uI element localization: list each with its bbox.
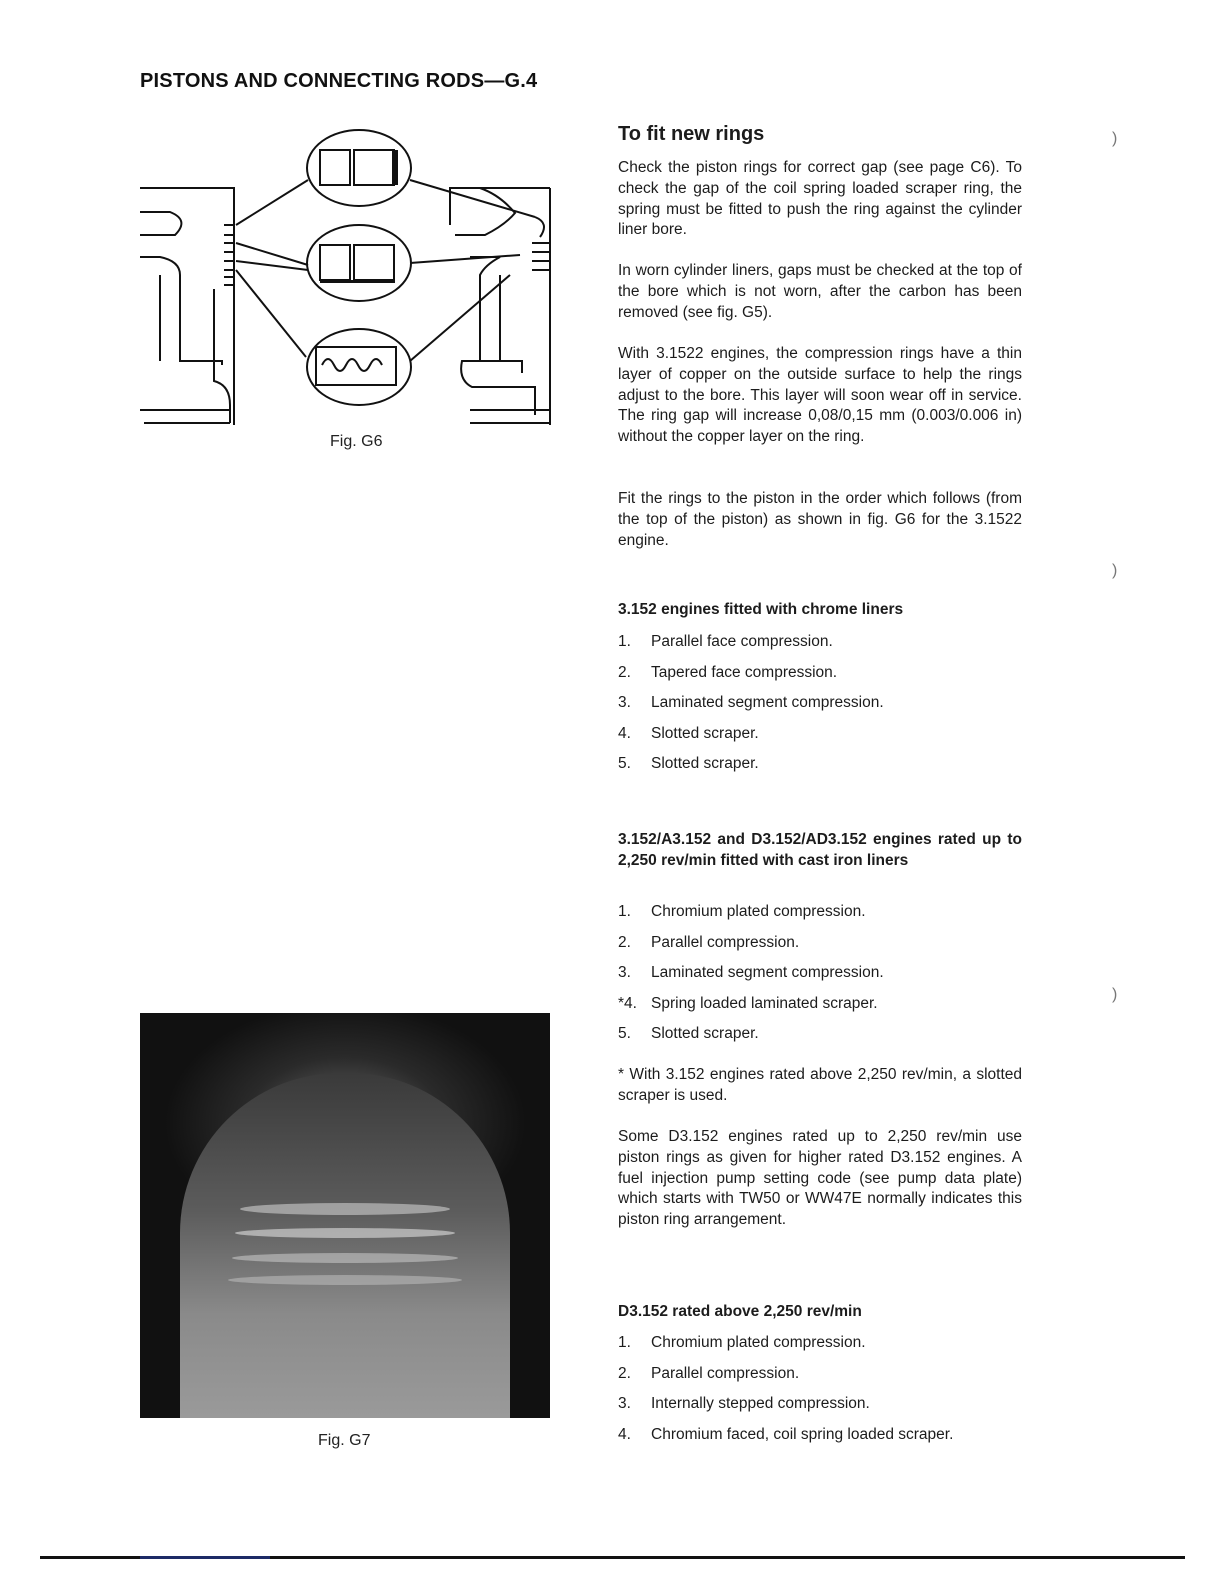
- list-item: 4. Slotted scraper.: [618, 724, 759, 742]
- list-item: 5. Slotted scraper.: [618, 1025, 759, 1042]
- ring-list: [618, 1333, 1022, 1455]
- ring-band: [240, 1203, 450, 1215]
- ring-list: [618, 902, 1022, 1055]
- piston-ring-diagram: [140, 125, 560, 430]
- paragraph: Check the piston rings for correct gap (see page C6). To check the gap of the coil spring loaded scraper ring, the spring must be fitted to push the ring against the cylinder liner bore.: [618, 159, 1022, 239]
- list-item: 3. Laminated segment compression.: [618, 964, 884, 981]
- paragraph: With 3.1522 engines, the compression rings have a thin layer of copper on the outside surface to help the rings adjust to the bore. This layer will soon wear off in service. The ring gap will increase 0,08/0,15 mm (0.003/0.006 in) without the copper layer on the ring.: [618, 345, 1022, 446]
- paragraph: In worn cylinder liners, gaps must be checked at the top of the bore which is not worn, after the carbon has been removed (see fig. G5).: [618, 262, 1022, 321]
- subheading: 3.152 engines fitted with chrome liners: [618, 601, 904, 618]
- piston-photo: [140, 1013, 550, 1418]
- list-item: 1. Chromium plated compression.: [618, 903, 866, 920]
- piston-body: [180, 1073, 510, 1418]
- ring-band: [232, 1253, 458, 1263]
- subheading: 3.152/A3.152 and D3.152/AD3.152 engines rated up to 2,250 rev/min fitted with cast iron liners: [618, 831, 1022, 869]
- list-item: *4. Spring loaded laminated scraper.: [618, 994, 878, 1012]
- list-item: 1. Chromium plated compression.: [618, 1334, 866, 1351]
- ring-band: [235, 1228, 455, 1238]
- list-item: 5. Slotted scraper.: [618, 755, 759, 772]
- list-item: 3. Internally stepped compression.: [618, 1395, 870, 1412]
- margin-mark: ): [1112, 130, 1118, 147]
- footnote: * With 3.152 engines rated above 2,250 rev/min, a slotted scraper is used.: [618, 1066, 1022, 1104]
- ring-list: [618, 632, 1022, 785]
- paragraph: Some D3.152 engines rated up to 2,250 rev/min use piston rings as given for higher rated D3.152 engines. A fuel injection pump setting code (see pump data plate) which starts with TW50 or WW47E normally indicates this piston ring arrangement.: [618, 1128, 1022, 1229]
- fig-g7-caption: Fig. G7: [318, 1432, 371, 1449]
- list-item: 1. Parallel face compression.: [618, 633, 833, 650]
- margin-mark: ): [1112, 562, 1118, 579]
- subheading: D3.152 rated above 2,250 rev/min: [618, 1303, 862, 1320]
- list-item: 3. Laminated segment compression.: [618, 694, 884, 711]
- list-item: 2. Parallel compression.: [618, 933, 800, 951]
- fig-g6-caption: Fig. G6: [330, 433, 383, 450]
- list-item: 2. Tapered face compression.: [618, 663, 838, 681]
- section-title: To fit new rings: [618, 123, 765, 145]
- list-item: 4. Chromium faced, coil spring loaded scraper.: [618, 1425, 954, 1443]
- page-title: PISTONS AND CONNECTING RODS—G.4: [140, 70, 538, 92]
- margin-mark: ): [1112, 986, 1118, 1003]
- footer-rule-accent: [140, 1556, 270, 1559]
- paragraph: Fit the rings to the piston in the order which follows (from the top of the piston) as shown in fig. G6 for the 3.1522 engine.: [618, 490, 1022, 549]
- list-item: 2. Parallel compression.: [618, 1364, 800, 1382]
- ring-band: [228, 1275, 462, 1285]
